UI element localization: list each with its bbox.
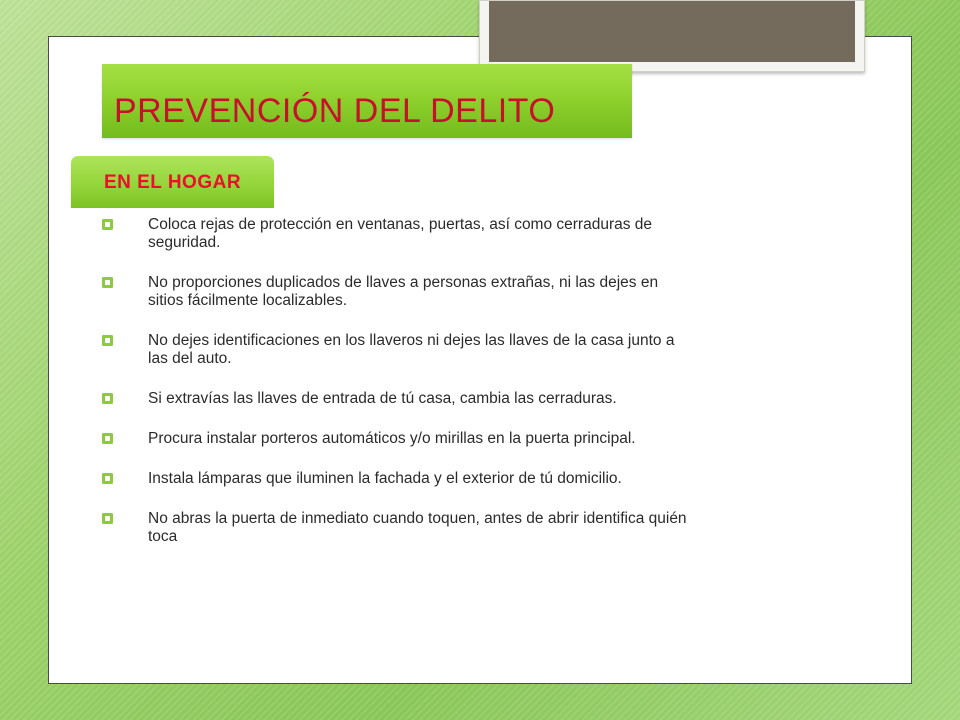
list-item <box>102 332 822 368</box>
bullet-text-line1: No abras la puerta de inmediato cuando toquen, antes de abrir identifica quién <box>148 510 687 527</box>
bullet-text-line2: toca <box>148 528 178 545</box>
square-bullet-icon <box>102 473 113 484</box>
square-bullet-icon <box>102 393 113 404</box>
bullet-text-line1: Instala lámparas que iluminen la fachada y el exterior de tú domicilio. <box>148 470 622 487</box>
square-bullet-icon <box>102 513 113 524</box>
slide-title: PREVENCIÓN DEL DELITO <box>114 92 556 130</box>
bullet-text-line2: sitios fácilmente localizables. <box>148 292 348 309</box>
square-bullet-icon <box>102 433 113 444</box>
bullet-text-line1: Procura instalar porteros automáticos y/o mirillas en la puerta principal. <box>148 430 636 447</box>
list-item <box>102 430 822 448</box>
title-bar <box>102 64 632 138</box>
square-bullet-icon <box>102 335 113 346</box>
bullet-text-line2: seguridad. <box>148 234 221 251</box>
square-bullet-icon <box>102 219 113 230</box>
list-item <box>102 470 822 488</box>
bullet-text-line1: Si extravías las llaves de entrada de tú casa, cambia las cerraduras. <box>148 390 617 407</box>
section-tab-label: EN EL HOGAR <box>103 172 242 193</box>
list-item <box>102 390 822 408</box>
photo-frame <box>479 0 865 72</box>
bullet-text-line1: No proporciones duplicados de llaves a personas extrañas, ni las dejes en <box>148 274 659 291</box>
list-item <box>102 510 822 546</box>
bullet-text-line1: Coloca rejas de protección en ventanas, puertas, así como cerraduras de <box>148 216 653 233</box>
section-tab <box>71 156 274 208</box>
photo-placeholder <box>489 1 855 62</box>
bullet-text-line1: No dejes identificaciones en los llaveros ni dejes las llaves de la casa junto a <box>148 332 675 349</box>
bullet-text-line2: las del auto. <box>148 350 232 367</box>
list-item <box>102 274 822 310</box>
list-item <box>102 216 822 252</box>
bullet-list <box>102 216 822 568</box>
square-bullet-icon <box>102 277 113 288</box>
